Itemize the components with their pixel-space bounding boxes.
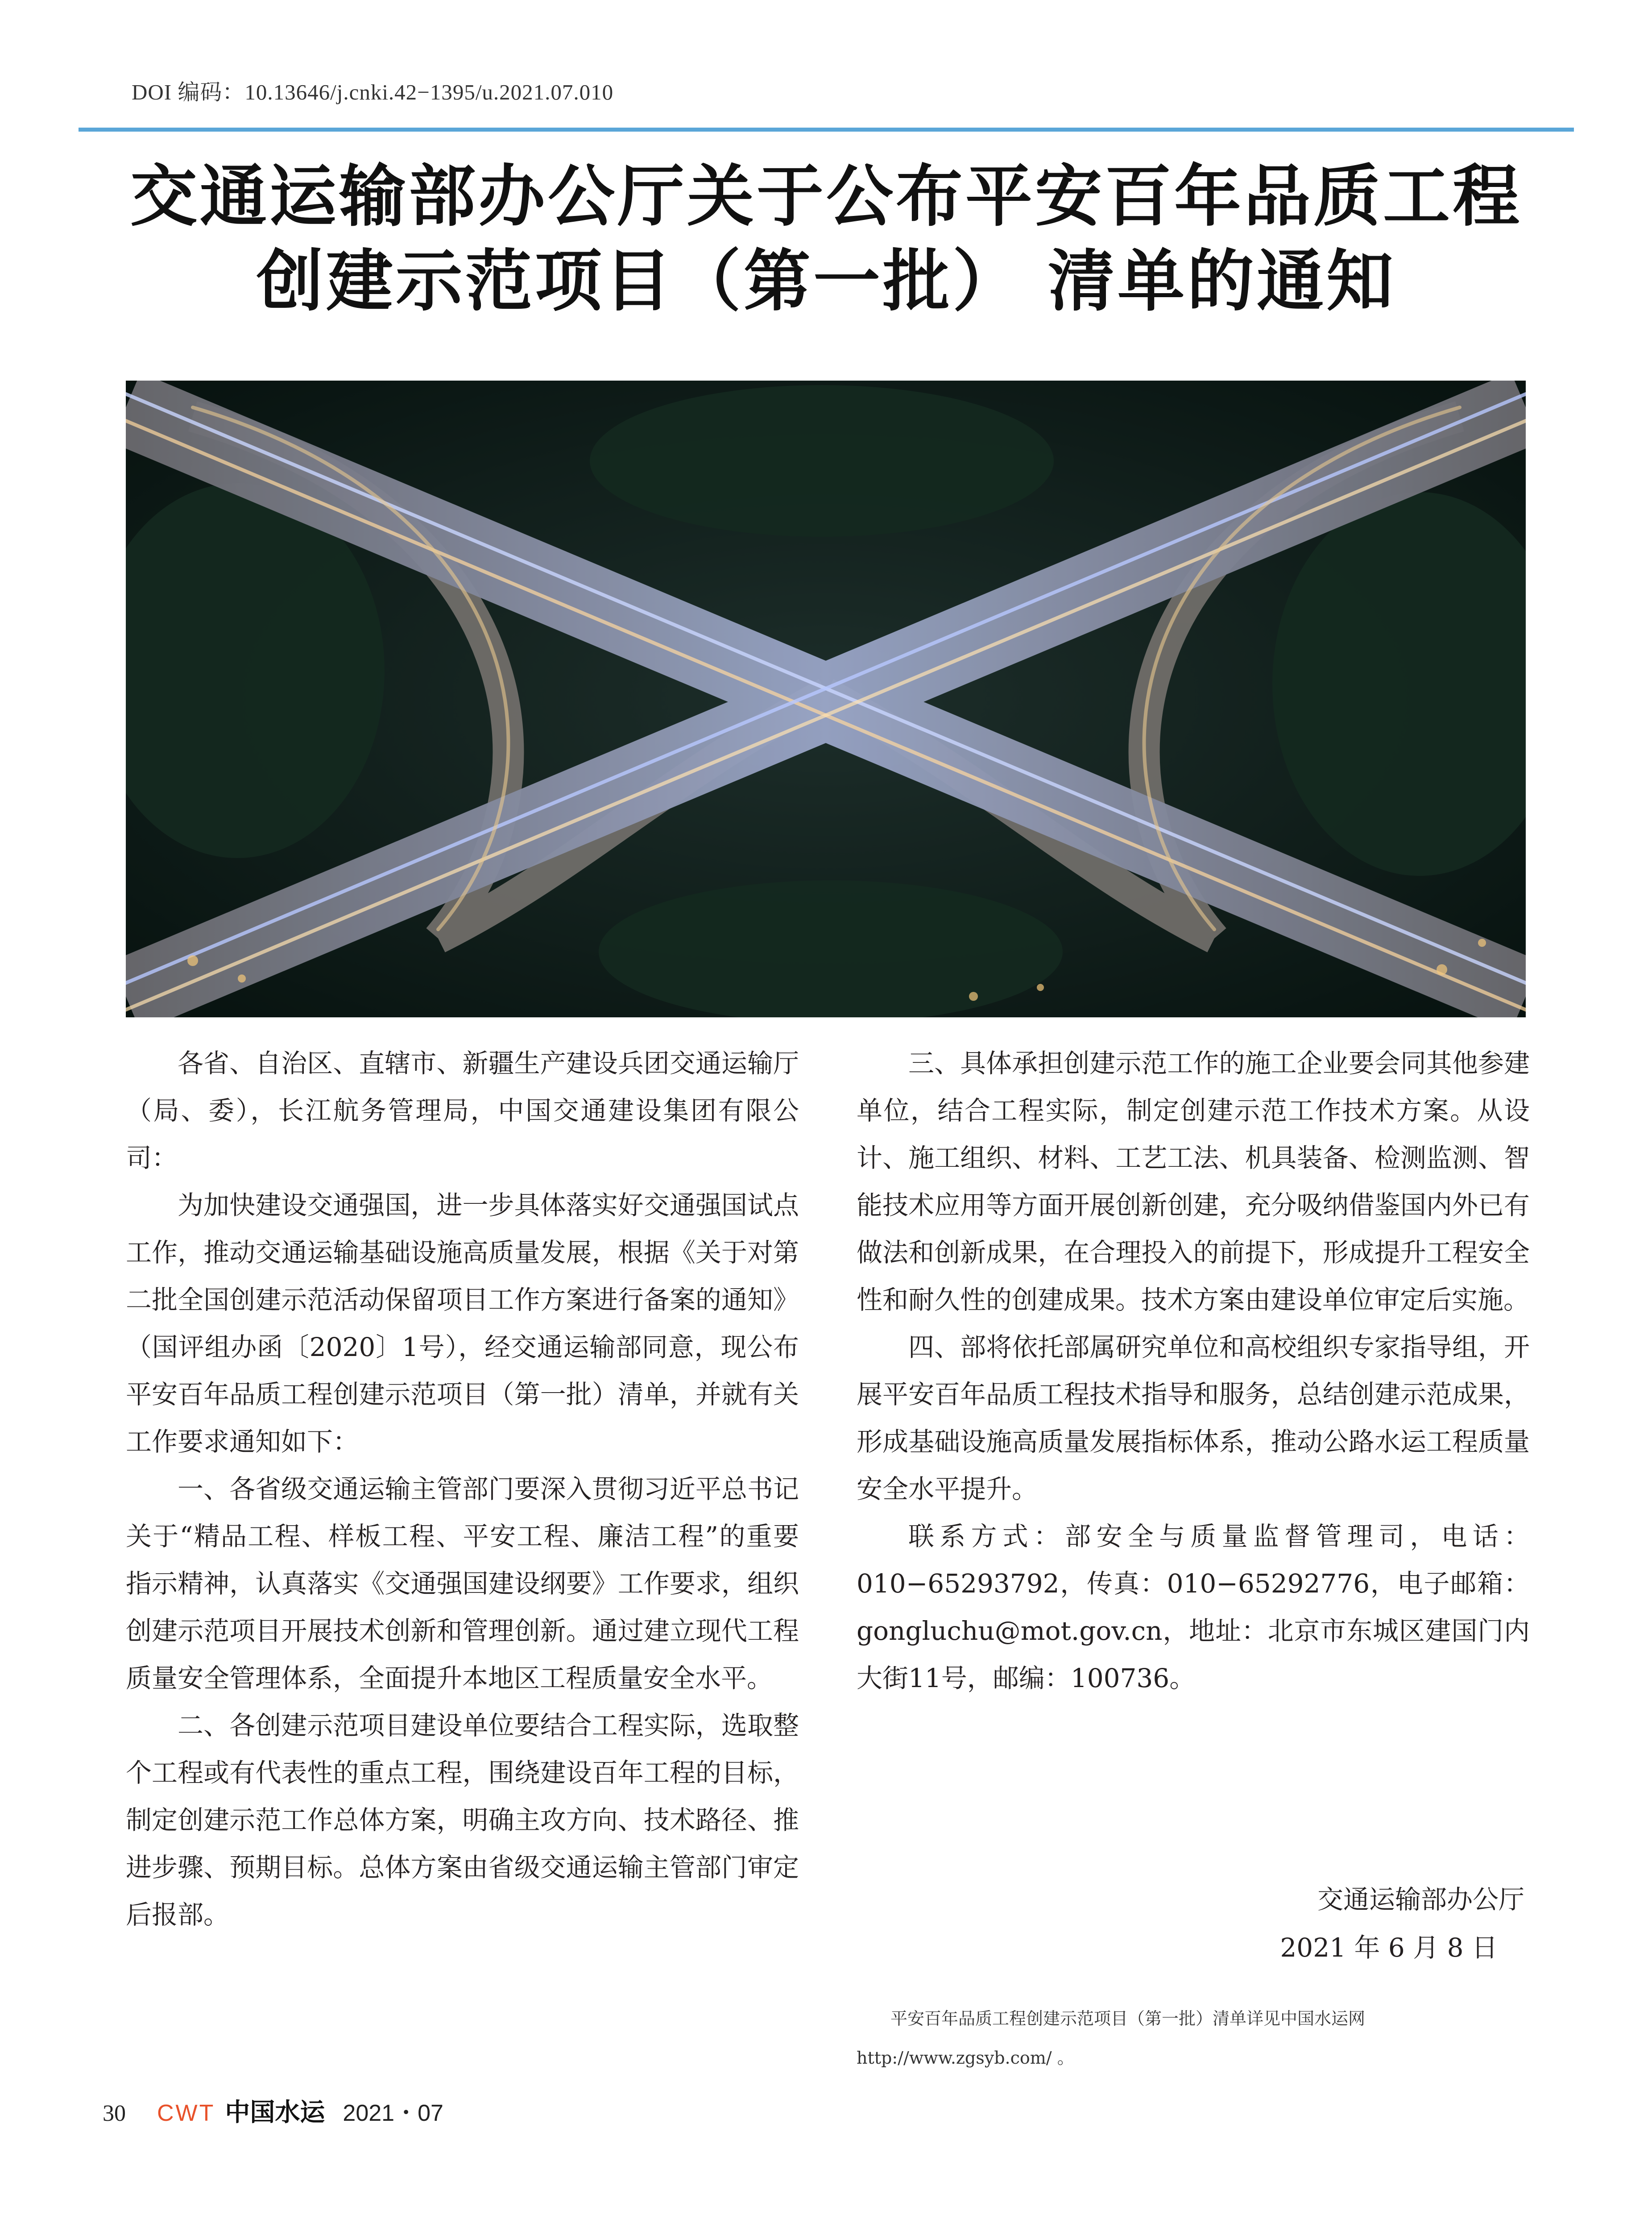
cwt-logo-text: CWT bbox=[157, 2100, 215, 2126]
signature-date: 2021 年 6 月 8 日 bbox=[1280, 1932, 1498, 1963]
body-paragraph: 各省、自治区、直辖市、新疆生产建设兵团交通运输厅（局、委），长江航务管理局，中国交通建设集团有限公司： bbox=[126, 1048, 799, 1173]
signature-organization: 交通运输部办公厅 bbox=[1317, 1884, 1524, 1915]
body-column-left bbox=[126, 1040, 799, 1938]
contact-paragraph: 联系方式：部安全与质量监督管理司，电话：010−65293792，传真：010−65292776，电子邮箱：gongluchu@mot.gov.cn，地址：北京市东城区建国门内大街11号，邮编：100736。 bbox=[857, 1521, 1530, 1693]
body-paragraph: 一、各省级交通运输主管部门要深入贯彻习近平总书记关于“精品工程、样板工程、平安工程、廉洁工程”的重要指示精神，认真落实《交通强国建设纲要》工作要求，组织创建示范项目开展技术创新和管理创新。通过建立现代工程质量安全管理体系，全面提升本地区工程质量安全水平。 bbox=[126, 1474, 799, 1693]
page-number: 30 bbox=[103, 2101, 126, 2126]
article-title-line-1: 交通运输部办公厅关于公布平安百年品质工程 bbox=[130, 157, 1522, 236]
magazine-name: 中国水运 bbox=[225, 2098, 325, 2127]
header-rule bbox=[79, 128, 1574, 132]
body-paragraph: 二、各创建示范项目建设单位要结合工程实际，选取整个工程或有代表性的重点工程，围绕建设百年工程的目标，制定创建示范工作总体方案，明确主攻方向、技术路径、推进步骤、预期目标。总体方案由省级交通运输主管部门审定后报部。 bbox=[126, 1710, 799, 1930]
body-paragraph: 四、部将依托部属研究单位和高校组织专家指导组，开展平安百年品质工程技术指导和服务，总结创建示范成果，形成基础设施高质量发展指标体系，推动公路水运工程质量安全水平提升。 bbox=[857, 1332, 1530, 1504]
body-paragraph: 为加快建设交通强国，进一步具体落实好交通强国试点工作，推动交通运输基础设施高质量发展，根据《关于对第二批全国创建示范活动保留项目工作方案进行备案的通知》（国评组办函〔2020〕1号），经交通运输部同意，现公布平安百年品质工程创建示范项目（第一批）清单，并就有关工作要求通知如下： bbox=[126, 1190, 799, 1457]
interchange-photo bbox=[126, 381, 1526, 1017]
article-title-line-2: 创建示范项目（第一批） 清单的通知 bbox=[256, 242, 1396, 320]
doi-code: DOI 编码：10.13646/j.cnki.42−1395/u.2021.07.010 bbox=[132, 80, 614, 104]
footnote: 平安百年品质工程创建示范项目（第一批）清单详见中国水运网 http://www.zgsyb.com/ 。 bbox=[857, 2009, 1366, 2068]
body-paragraph: 三、具体承担创建示范工作的施工企业要会同其他参建单位，结合工程实际，制定创建示范工作技术方案。从设计、施工组织、材料、工艺工法、机具装备、检测监测、智能技术应用等方面开展创新创建，充分吸纳借鉴国内外已有做法和创新成果，在合理投入的前提下，形成提升工程安全性和耐久性的创建成果。技术方案由建设单位审定后实施。 bbox=[857, 1048, 1530, 1315]
body-column-right bbox=[857, 1040, 1530, 1702]
page-footer bbox=[103, 2093, 443, 2127]
issue-number: 2021・07 bbox=[343, 2100, 443, 2126]
